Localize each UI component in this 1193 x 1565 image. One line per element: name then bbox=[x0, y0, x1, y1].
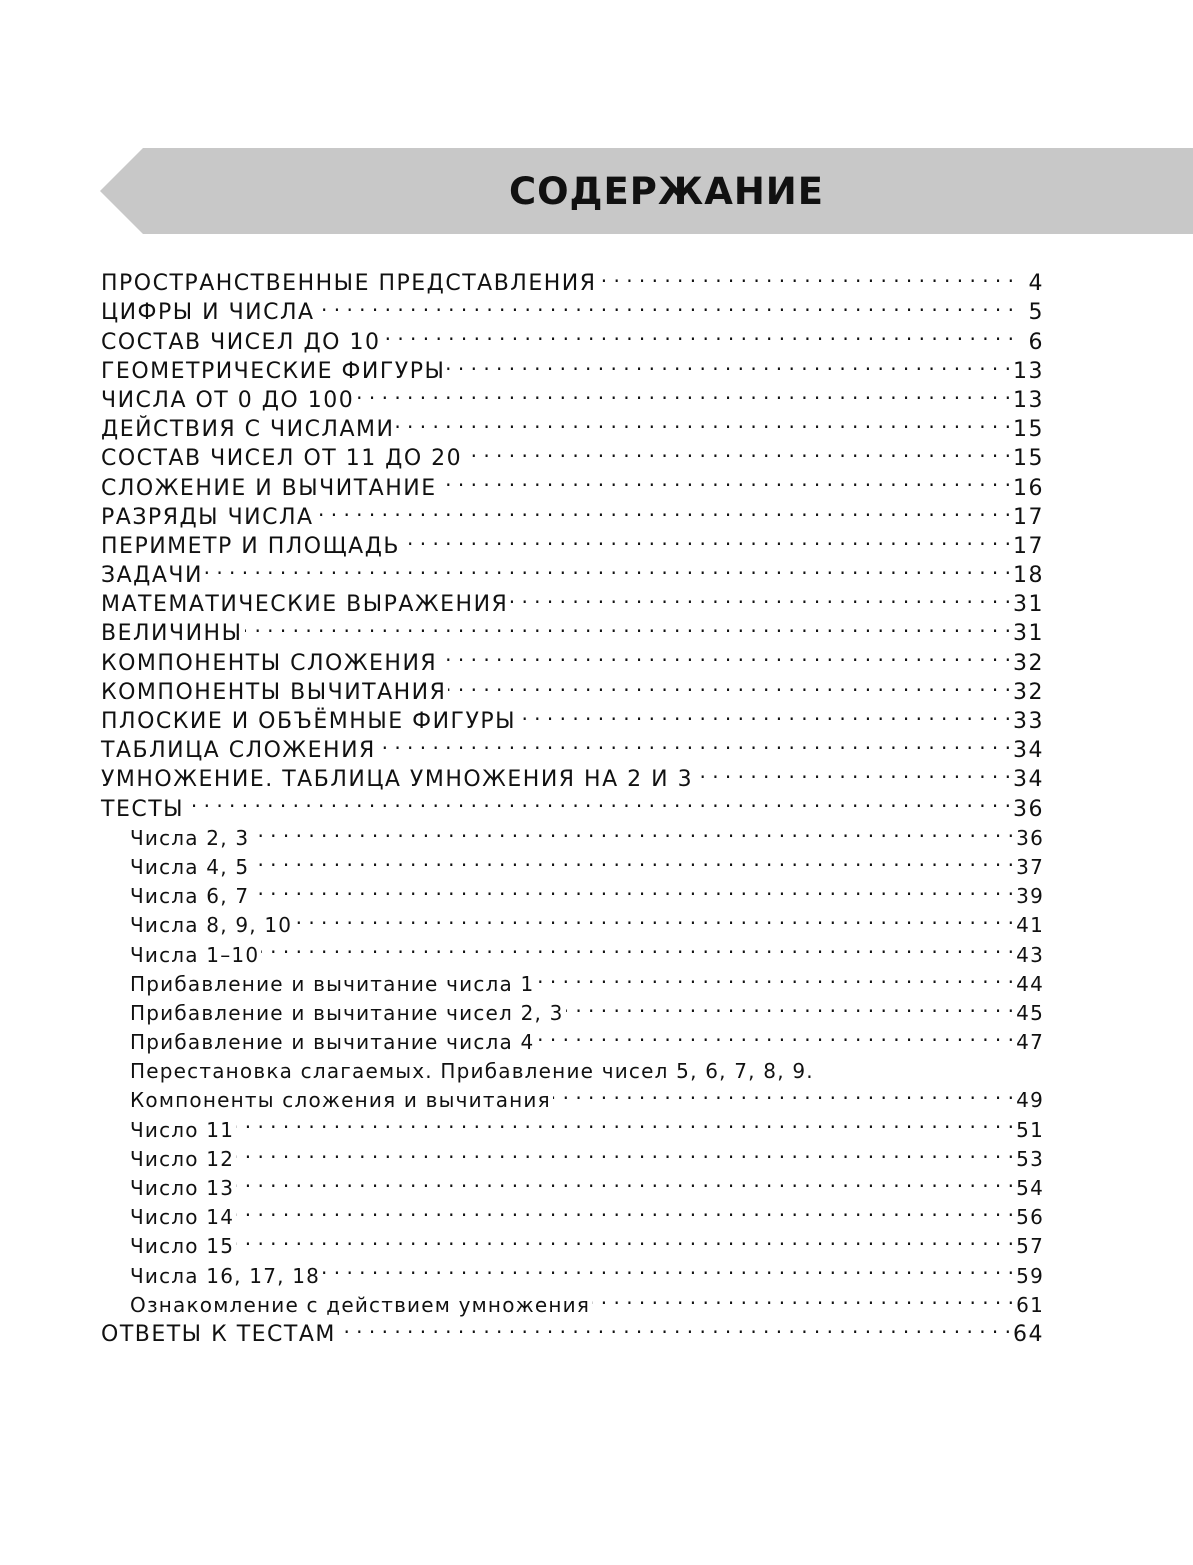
toc-entry-label: ПЛОСКИЕ И ОБЪЁМНЫЕ ФИГУРЫ bbox=[101, 709, 517, 734]
toc-entry-page: 6 bbox=[1028, 329, 1044, 355]
toc-entry-page: 15 bbox=[1013, 417, 1044, 443]
toc-entry-page: 32 bbox=[1013, 650, 1044, 676]
dot-leader bbox=[317, 290, 1014, 319]
dot-leader bbox=[382, 319, 1014, 348]
toc-entry bbox=[101, 1137, 1044, 1171]
toc-entry-page: 47 bbox=[1016, 1030, 1044, 1055]
dot-leader bbox=[251, 816, 1014, 845]
toc-entry bbox=[101, 1224, 1044, 1259]
toc-entry-label: ОТВЕТЫ К ТЕСТАМ bbox=[101, 1321, 336, 1347]
toc-entry-label: СОСТАВ ЧИСЕЛ ОТ 11 ДО 20 bbox=[101, 446, 463, 472]
toc-entry-label: Числа 1–10 bbox=[130, 942, 260, 967]
toc-entry-page: 13 bbox=[1013, 358, 1044, 384]
toc-entry-page: 33 bbox=[1013, 709, 1044, 734]
dot-leader bbox=[236, 1137, 1014, 1166]
dot-leader bbox=[251, 874, 1014, 903]
toc-entry-label: Число 13 bbox=[130, 1176, 235, 1200]
toc-entry-page: 44 bbox=[1016, 971, 1044, 996]
table-of-contents bbox=[101, 261, 1044, 1347]
toc-entry-label: ПРОСТРАНСТВЕННЫЕ ПРЕДСТАВЛЕНИЯ bbox=[101, 271, 597, 297]
dot-leader bbox=[447, 349, 1011, 378]
dot-leader bbox=[592, 1283, 1014, 1312]
dot-leader bbox=[186, 786, 1011, 815]
dot-leader bbox=[439, 640, 1011, 669]
toc-entry-page: 43 bbox=[1016, 942, 1044, 967]
toc-entry-page: 5 bbox=[1028, 300, 1044, 326]
toc-entry-label: ЦИФРЫ И ЧИСЛА bbox=[101, 300, 315, 326]
toc-entry-page: 36 bbox=[1013, 796, 1044, 822]
toc-entry-page: 51 bbox=[1016, 1117, 1044, 1142]
toc-entry bbox=[101, 1195, 1044, 1230]
toc-entry-page: 57 bbox=[1016, 1234, 1044, 1259]
toc-entry-label: РАЗРЯДЫ ЧИСЛА bbox=[101, 504, 314, 530]
dot-leader bbox=[251, 845, 1014, 874]
toc-entry-label: СОСТАВ ЧИСЕЛ ДО 10 bbox=[101, 329, 381, 355]
toc-entry-page: 4 bbox=[1028, 271, 1044, 297]
dot-leader bbox=[396, 407, 1011, 436]
toc-entry-label: Число 12 bbox=[130, 1146, 235, 1171]
toc-entry-page: 31 bbox=[1013, 621, 1044, 647]
dot-leader bbox=[599, 261, 1014, 290]
dot-leader bbox=[439, 465, 1011, 494]
dot-leader bbox=[261, 932, 1014, 961]
toc-entry-page: 45 bbox=[1016, 1000, 1044, 1025]
dot-leader bbox=[402, 524, 1011, 553]
dot-leader bbox=[378, 728, 1011, 757]
toc-entry bbox=[101, 261, 1044, 297]
toc-entry bbox=[101, 553, 1044, 589]
dot-leader bbox=[566, 991, 1014, 1020]
toc-entry-label: КОМПОНЕНТЫ СЛОЖЕНИЯ bbox=[101, 650, 438, 676]
toc-entry-label: Число 14 bbox=[130, 1205, 235, 1230]
dot-leader bbox=[205, 553, 1011, 582]
toc-entry-page: 61 bbox=[1016, 1292, 1044, 1317]
toc-entry-label: Прибавление и вычитание числа 4 bbox=[130, 1030, 535, 1055]
toc-entry-page: 16 bbox=[1013, 475, 1044, 501]
dot-leader bbox=[510, 582, 1011, 611]
toc-entry-page: 32 bbox=[1013, 679, 1044, 705]
dot-leader bbox=[245, 611, 1012, 640]
toc-entry-label: УМНОЖЕНИЕ. ТАБЛИЦА УМНОЖЕНИЯ НА 2 И 3 bbox=[101, 767, 694, 793]
dot-leader bbox=[448, 670, 1011, 699]
dot-leader bbox=[322, 1253, 1014, 1282]
toc-entry bbox=[101, 786, 1044, 822]
toc-entry-label: ПЕРИМЕТР И ПЛОЩАДЬ bbox=[101, 533, 400, 559]
toc-entry bbox=[101, 582, 1044, 618]
toc-entry-label: СЛОЖЕНИЕ И ВЫЧИТАНИЕ bbox=[101, 475, 437, 501]
dot-leader bbox=[356, 378, 1011, 407]
dot-leader bbox=[695, 757, 1011, 786]
toc-entry-label: Ознакомление с действием умножения bbox=[130, 1292, 591, 1317]
toc-entry-label: Числа 8, 9, 10 bbox=[130, 913, 293, 938]
toc-entry-page: 34 bbox=[1013, 738, 1044, 764]
section-banner bbox=[100, 148, 1193, 234]
toc-entry-page: 49 bbox=[1016, 1088, 1044, 1113]
toc-entry-label: ЗАДАЧИ bbox=[101, 563, 203, 589]
toc-entry-page: 13 bbox=[1013, 387, 1044, 413]
toc-entry-page: 41 bbox=[1016, 913, 1044, 938]
toc-entry-label: ДЕЙСТВИЯ С ЧИСЛАМИ bbox=[101, 417, 395, 443]
toc-entry bbox=[101, 1253, 1044, 1288]
toc-entry-page: 39 bbox=[1016, 884, 1044, 909]
dot-leader bbox=[518, 699, 1011, 728]
toc-entry-label: ТАБЛИЦА СЛОЖЕНИЯ bbox=[101, 738, 376, 764]
dot-leader bbox=[236, 1195, 1014, 1224]
toc-entry-label: Компоненты сложения и вычитания bbox=[130, 1088, 551, 1113]
dot-leader bbox=[316, 495, 1011, 524]
toc-entry-label: КОМПОНЕНТЫ ВЫЧИТАНИЯ bbox=[101, 679, 447, 705]
toc-entry-label: Число 11 bbox=[130, 1117, 235, 1142]
toc-entry-page: 34 bbox=[1013, 767, 1044, 793]
toc-entry-label: Число 15 bbox=[130, 1234, 235, 1259]
toc-entry-label: ВЕЛИЧИНЫ bbox=[101, 621, 243, 647]
toc-entry-page: 17 bbox=[1013, 504, 1044, 530]
dot-leader bbox=[816, 1049, 1014, 1078]
toc-entry-page: 54 bbox=[1016, 1176, 1044, 1200]
toc-entry-page: 31 bbox=[1013, 592, 1044, 618]
dot-leader bbox=[536, 962, 1014, 991]
dot-leader bbox=[536, 1020, 1014, 1049]
toc-entry-label: Прибавление и вычитание чисел 2, 3 bbox=[130, 1000, 564, 1025]
toc-entry-label: ТЕСТЫ bbox=[101, 796, 185, 822]
dot-leader bbox=[236, 1107, 1014, 1136]
toc-entry-page: 37 bbox=[1016, 854, 1044, 879]
toc-entry-label: Числа 2, 3 bbox=[130, 825, 250, 850]
toc-entry-label: ЧИСЛА ОТ 0 ДО 100 bbox=[101, 387, 355, 413]
toc-entry-page: 53 bbox=[1016, 1146, 1044, 1171]
dot-leader bbox=[294, 903, 1014, 932]
dot-leader bbox=[236, 1224, 1014, 1253]
toc-entry-page: 17 bbox=[1013, 533, 1044, 559]
dot-leader bbox=[464, 436, 1011, 465]
dot-leader bbox=[236, 1166, 1014, 1195]
toc-entry-label: Числа 6, 7 bbox=[130, 884, 250, 909]
toc-entry-page: 56 bbox=[1016, 1205, 1044, 1230]
toc-entry-page: 18 bbox=[1013, 563, 1044, 589]
toc-entry-label: Числа 4, 5 bbox=[130, 854, 250, 879]
dot-leader bbox=[338, 1312, 1011, 1341]
toc-entry bbox=[101, 1107, 1044, 1142]
dot-leader bbox=[553, 1078, 1014, 1107]
toc-entry-label: МАТЕМАТИЧЕСКИЕ ВЫРАЖЕНИЯ bbox=[101, 592, 509, 618]
toc-entry bbox=[101, 816, 1044, 850]
toc-entry-label: Прибавление и вычитание числа 1 bbox=[130, 971, 535, 996]
toc-entry-label: Числа 16, 17, 18 bbox=[130, 1263, 321, 1288]
toc-entry-page: 59 bbox=[1016, 1263, 1044, 1288]
page-title: СОДЕРЖАНИЕ bbox=[508, 169, 825, 213]
toc-entry-label: Перестановка слагаемых. Прибавление чисел 5, 6, 7, 8, 9. bbox=[130, 1059, 814, 1084]
toc-entry-page: 15 bbox=[1013, 446, 1044, 472]
toc-entry-page: 64 bbox=[1013, 1321, 1044, 1347]
toc-entry bbox=[101, 1166, 1044, 1200]
toc-entry-label: ГЕОМЕТРИЧЕСКИЕ ФИГУРЫ bbox=[101, 358, 446, 384]
toc-entry-page: 36 bbox=[1016, 825, 1044, 850]
